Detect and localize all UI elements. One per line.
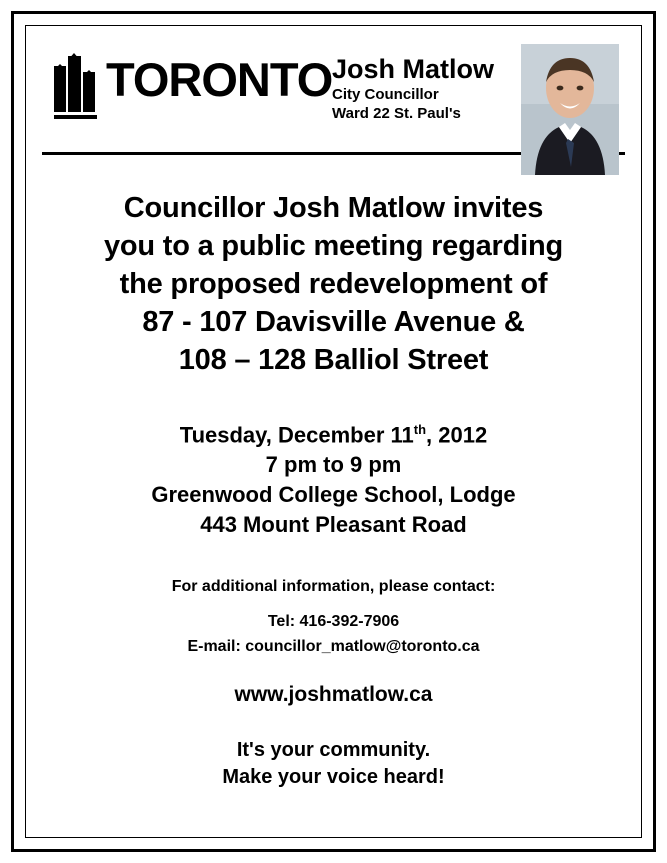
closing-line-1: It's your community.: [236, 739, 431, 762]
website-link[interactable]: www.joshmatlow.ca: [234, 683, 433, 707]
headline-line-1: Councillor Josh Matlow invites: [123, 192, 544, 224]
toronto-city-hall-icon: [54, 50, 100, 112]
councillor-title: City Councillor: [332, 86, 439, 103]
event-details: [40, 415, 627, 540]
flyer-header: [42, 40, 625, 155]
toronto-logo: [54, 50, 332, 112]
contact-block: [40, 574, 627, 659]
contact-intro: For additional information, please contact:: [171, 578, 496, 596]
event-date-text: Tuesday, December 11: [179, 422, 414, 448]
contact-email: E-mail: councillor_matlow@toronto.ca: [187, 638, 480, 656]
headline-line-4: 87 - 107 Davisville Avenue &: [142, 306, 525, 338]
councillor-ward: Ward 22 St. Paul's: [332, 105, 461, 122]
headline: [40, 189, 627, 379]
closing-message: [40, 737, 627, 791]
event-address: 443 Mount Pleasant Road: [200, 512, 467, 538]
event-date: [40, 415, 627, 450]
event-venue: Greenwood College School, Lodge: [151, 482, 516, 508]
contact-phone: Tel: 416-392-7906: [267, 613, 400, 631]
headline-line-5: 108 – 128 Balliol Street: [178, 344, 489, 376]
councillor-name-block: [332, 54, 494, 123]
event-date-year: , 2012: [426, 422, 488, 448]
flyer-content: [26, 26, 641, 837]
headline-line-2: you to a public meeting regarding: [103, 230, 564, 262]
logo-wordmark: TORONTO: [106, 53, 333, 106]
closing-line-2: Make your voice heard!: [222, 766, 445, 789]
event-time: 7 pm to 9 pm: [265, 452, 402, 478]
contact-spacer: [40, 599, 627, 609]
avatar: [521, 44, 619, 175]
event-date-ordinal: th: [413, 422, 427, 437]
headline-line-3: the proposed redevelopment of: [119, 268, 548, 300]
councillor-name: Josh Matlow: [332, 54, 495, 84]
